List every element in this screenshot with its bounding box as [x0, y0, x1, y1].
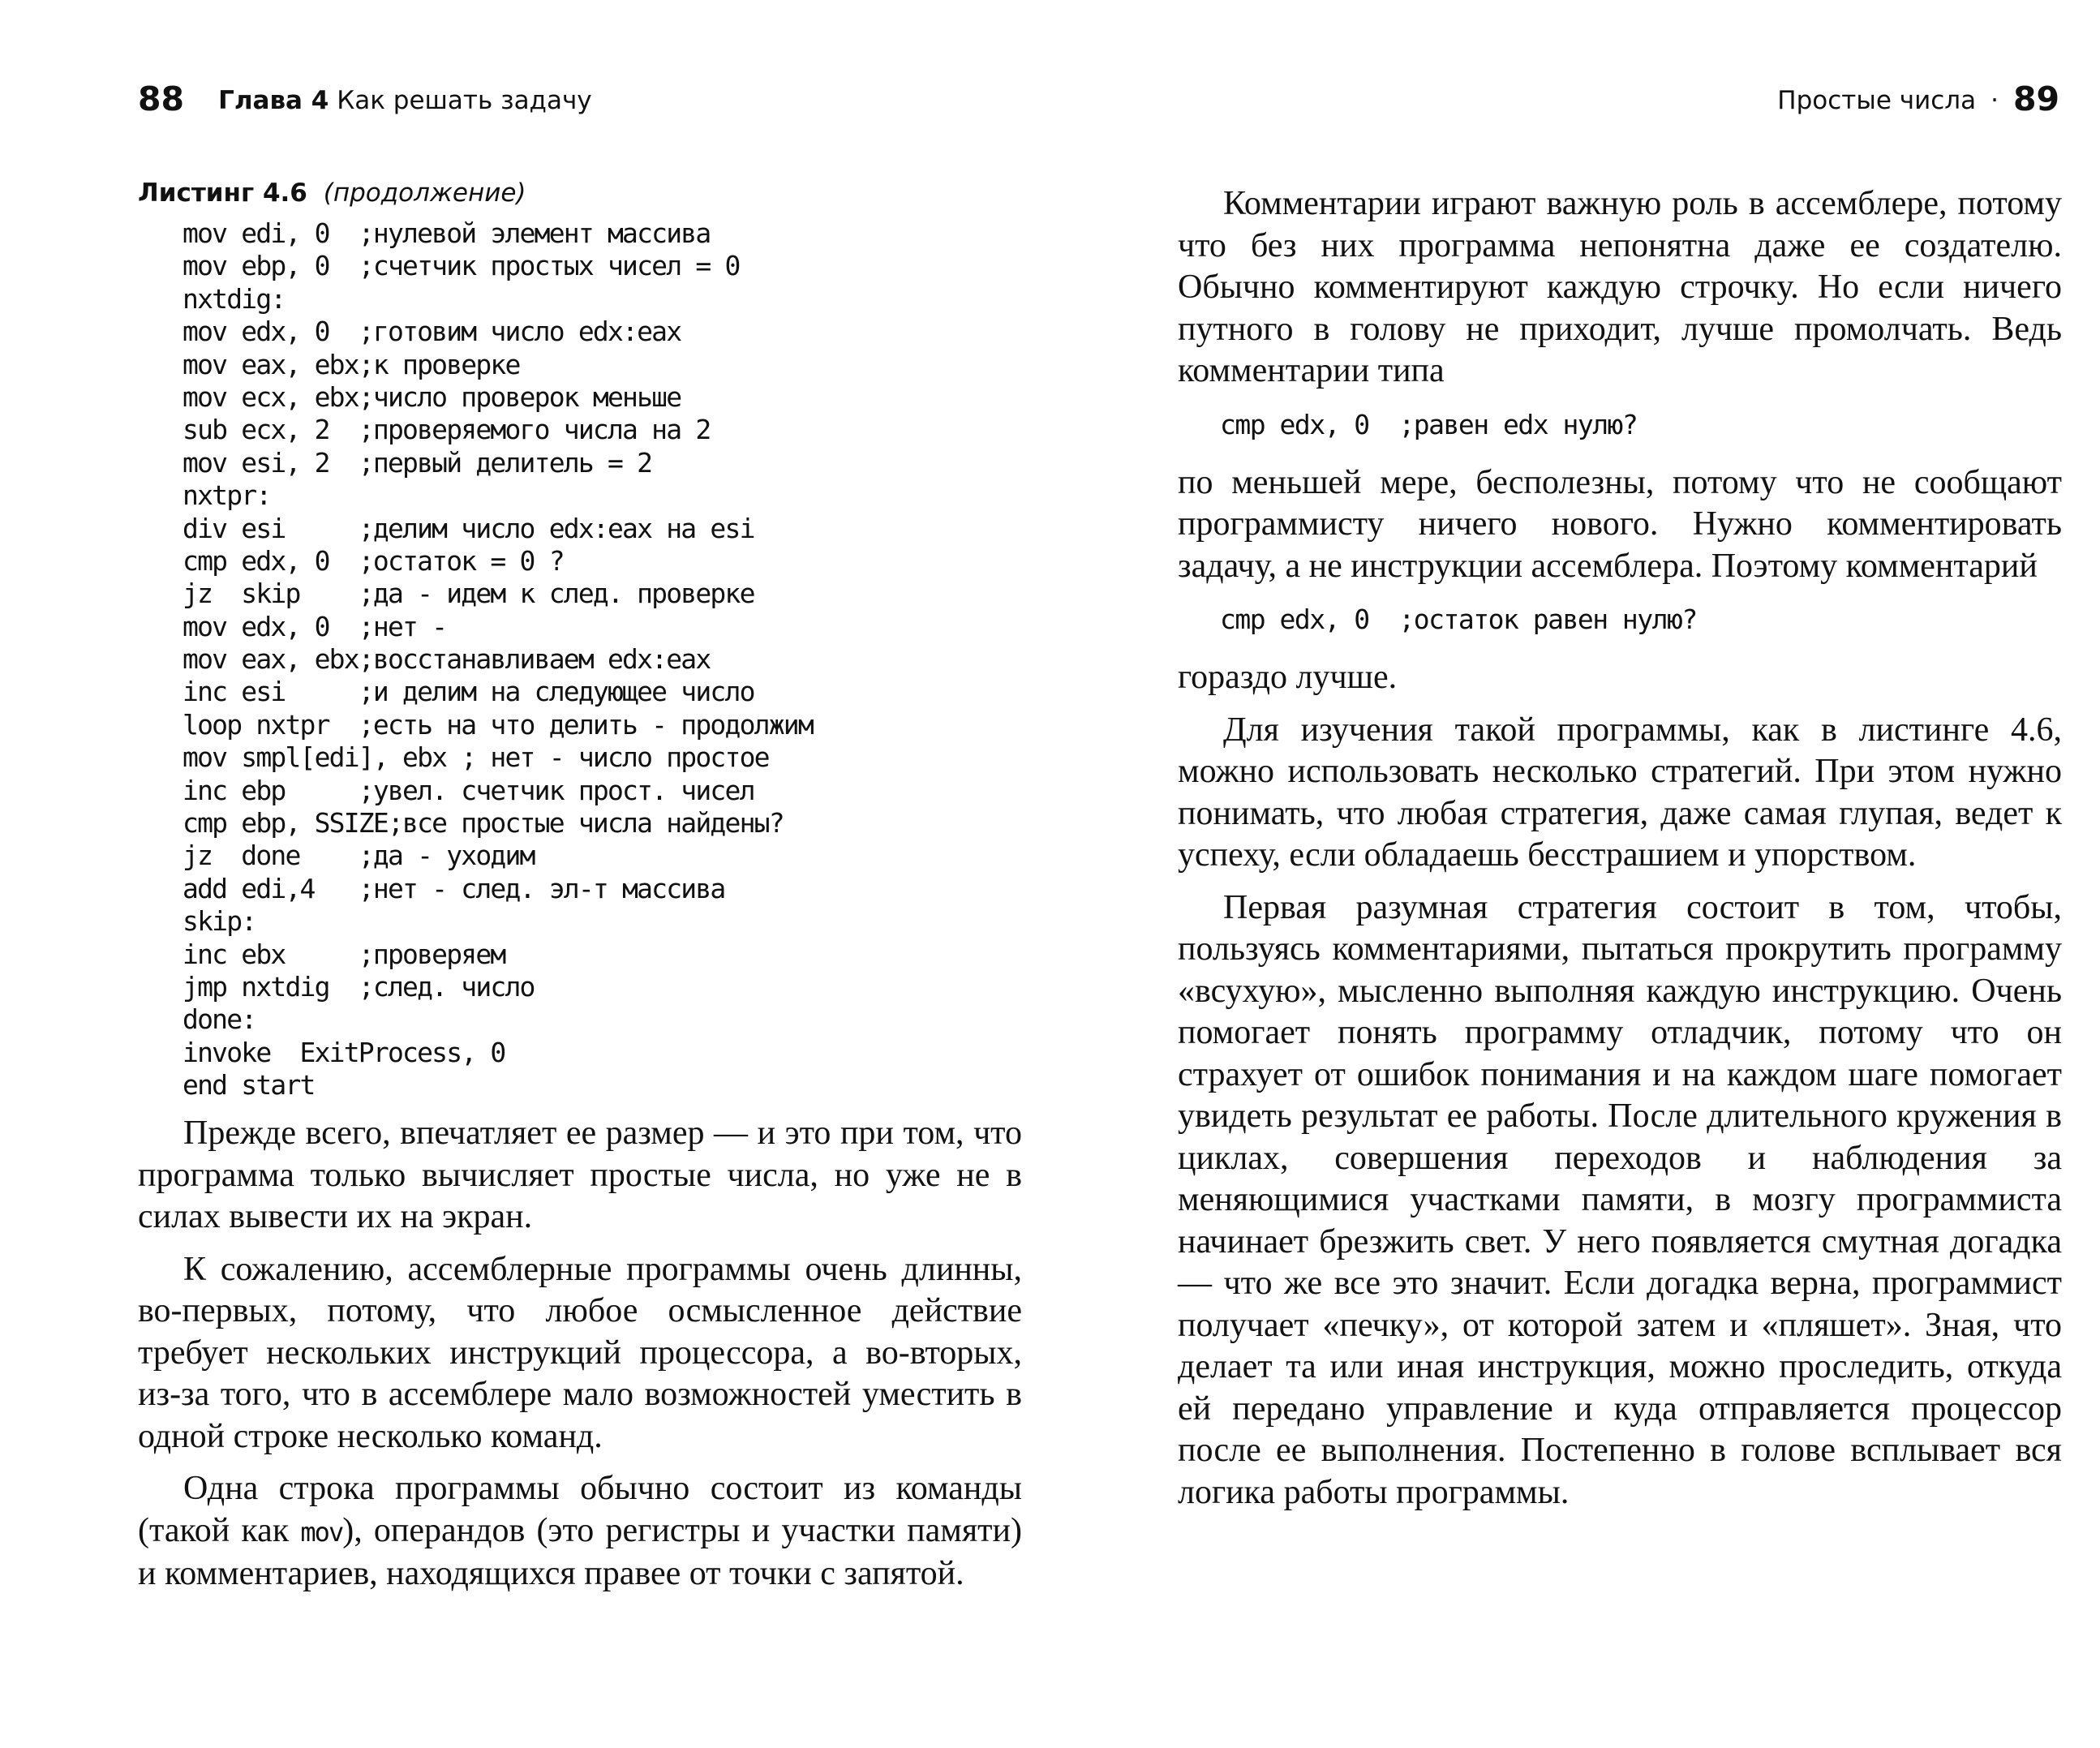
code-example: cmp edx, 0 ;равен edx нулю?	[1220, 408, 1638, 440]
code-line: mov eax, ebx;восстанавливаем edx:eax	[183, 643, 711, 676]
listing-note: (продолжение)	[323, 178, 526, 208]
code-line: done:	[183, 1003, 256, 1036]
code-listing	[183, 217, 813, 1102]
code-line: nxtpr:	[183, 479, 271, 512]
code-line: sub ecx, 2 ;проверяемого числа на 2	[183, 414, 711, 446]
code-line: mov esi, 2 ;первый делитель = 2	[183, 446, 652, 479]
right-page-header	[1777, 79, 2059, 118]
right-page	[1050, 0, 2100, 1748]
chapter-title: Как решать задачу	[337, 86, 592, 115]
code-line: loop nxtpr ;есть на что делить - продолжим	[183, 708, 813, 741]
header-separator: ·	[1990, 86, 1999, 115]
body-paragraph: по меньшей мере, бесполезны, потому что не сообщают программисту ничего нового. Нужно комментировать задачу, а не инструкции ассемблера. Поэтому комментарий	[1178, 463, 2062, 585]
code-line: invoke ExitProcess, 0	[183, 1036, 505, 1068]
code-line: mov edi, 0 ;нулевой элемент массива	[183, 217, 711, 249]
code-line: end start	[183, 1069, 315, 1102]
listing-label: Листинг 4.6	[138, 178, 307, 208]
body-paragraph: Для изучения такой программы, как в листинге 4.6, можно использовать несколько стратегий. При этом нужно понимать, что любая стратегия, даже самая глупая, ведет к успеху, если обладаешь бесстрашием и упорством.	[1178, 711, 2062, 874]
paragraph-text: ), операндов (это регистры и участки памяти) и комментариев, находящихся правее от точки с запятой.	[138, 1511, 1022, 1592]
code-line: skip:	[183, 905, 256, 938]
code-line: mov ebp, 0 ;счетчик простых чисел = 0	[183, 250, 740, 282]
chapter-label: Глава 4	[218, 86, 329, 115]
listing-caption	[138, 178, 526, 208]
code-line: nxtdig:	[183, 282, 286, 315]
body-paragraph: гораздо лучше.	[1178, 659, 1398, 696]
code-line: cmp edx, 0 ;остаток = 0 ?	[183, 544, 564, 577]
code-line: mov eax, ebx;к проверке	[183, 348, 520, 380]
code-line: jz skip ;да - идем к след. проверке	[183, 578, 754, 610]
code-line: inc ebx ;проверяем	[183, 938, 505, 970]
paragraph-text: Одна строка программы обычно состоит из команды (такой как	[138, 1470, 1022, 1549]
code-line: jmp nxtdig ;след. число	[183, 970, 535, 1003]
section-title: Простые числа	[1777, 86, 1977, 115]
code-line: cmp ebp, SSIZE;все простые числа найдены?	[183, 807, 784, 840]
code-line: mov edx, 0 ;готовим число edx:eax	[183, 316, 681, 348]
code-line: inc esi ;и делим на следующее число	[183, 676, 754, 708]
left-body-text	[138, 1113, 1022, 1606]
body-paragraph: Первая разумная стратегия состоит в том, чтобы, пользуясь комментариями, пытаться прокрутить программу «всухую», мысленно выполняя каждую инструкцию. Очень помогает понять программу отладчик, потому что он страхует от ошибок понимания и на каждом шаге помогает увидеть результат ее работы. После длительного кружения в циклах, совершения переходов и наблюдения за меняющимися участками памяти, в мозгу программиста начинает брезжить свет. У него появляется смутная догадка — что же все это значит. Если догадка верна, программист получает «печку», от которой затем и «пляшет». Зная, что делает та или иная инструкция, можно проследить, откуда ей передано управление и куда отправляется процессор после ее выполнения. Постепенно в голове всплывает вся логика работы программы.	[1178, 888, 2062, 1511]
code-line: mov smpl[edi], ebx ; нет - число простое	[183, 741, 769, 774]
left-page-header	[138, 79, 592, 118]
body-paragraph: Прежде всего, впечатляет ее размер — и это при том, что программа только вычисляет простые числа, но уже не в силах вывести их на экран.	[138, 1115, 1022, 1235]
code-line: jz done ;да - уходим	[183, 840, 535, 872]
body-paragraph: К сожалению, ассемблерные программы очень длинны, во-первых, потому, что любое осмысленное действие требует нескольких инструкций процессора, а во-вторых, из-за того, что в ассемблере мало возможностей уместить в одной строке несколько команд.	[138, 1250, 1022, 1455]
inline-code: mov	[300, 1516, 343, 1548]
code-line: add edi,4 ;нет - след. эл-т массива	[183, 872, 725, 904]
right-page-number: 89	[2012, 79, 2059, 118]
code-line: inc ebp ;увел. счетчик прост. чисел	[183, 774, 754, 806]
code-line: mov ecx, ebx;число проверок меньше	[183, 380, 681, 413]
body-paragraph	[138, 1468, 1022, 1596]
right-body-text	[1178, 183, 2062, 1524]
body-paragraph: Комментарии играют важную роль в ассемблере, потому что без них программа непонятна даже ее создателю. Обычно комментируют каждую строчку. Но если ничего путного в голову не приходит, лучше промолчать. Ведь комментарии типа	[1178, 185, 2062, 389]
code-line: div esi ;делим число edx:eax на esi	[183, 512, 754, 544]
code-line: mov edx, 0 ;нет -	[183, 610, 447, 642]
code-example: cmp edx, 0 ;остаток равен нулю?	[1220, 603, 1697, 635]
left-page-number: 88	[138, 79, 185, 118]
